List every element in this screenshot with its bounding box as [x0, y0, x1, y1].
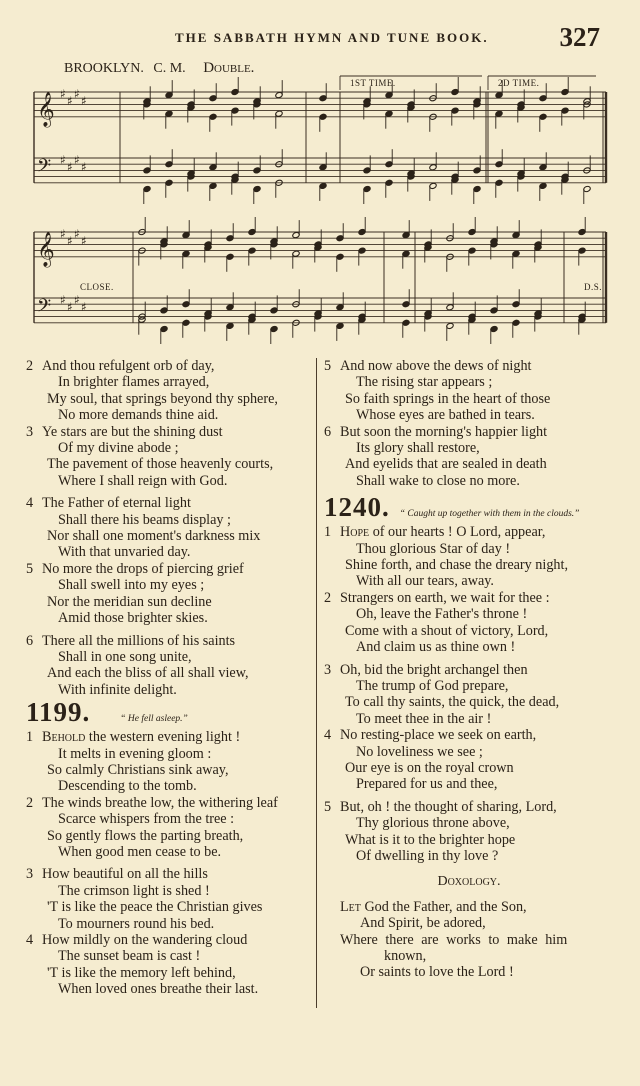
verse-line: [324, 440, 614, 456]
sharp-sign-icon: ♯: [74, 293, 80, 307]
verse-number: 4: [26, 495, 34, 512]
tune-style: Double.: [203, 60, 255, 76]
verse-line: [26, 665, 316, 681]
verse-number: 3: [26, 866, 34, 883]
verse-number: 1: [26, 729, 34, 746]
verse-text: Shall swell into my eyes ;: [58, 577, 205, 594]
verse-text: So faith springs in the heart of those: [345, 390, 551, 407]
verse-first-word: Hope: [340, 524, 370, 541]
verse-line: [26, 649, 316, 665]
verse-text: Strangers on earth, we wait for thee :: [340, 589, 550, 606]
sharp-sign-icon: ♯: [67, 94, 73, 108]
verse-line: [324, 456, 614, 472]
continued-verses-left: [26, 358, 316, 698]
doxology-line: known,: [384, 948, 427, 964]
verse-line: [324, 473, 614, 489]
hymn-1199-verses: [26, 729, 316, 998]
verse-line: [26, 512, 316, 528]
verse-line: [26, 610, 316, 626]
verse-line: [26, 473, 316, 489]
sharp-sign-icon: ♯: [74, 153, 80, 167]
sharp-sign-icon: ♯: [81, 94, 87, 108]
verse-line: It melts in evening gloom :: [58, 745, 212, 762]
right-column: [324, 358, 614, 981]
verse-text: Amid those brighter skies.: [58, 610, 208, 627]
doxology-line: Where there are works to make him: [340, 931, 568, 948]
verse-line: [26, 594, 316, 610]
doxology-line: And Spirit, be adored,: [360, 915, 486, 932]
verse-line: [26, 495, 316, 511]
left-column: [26, 358, 316, 998]
verse-text: With infinite delight.: [58, 681, 177, 698]
sharp-sign-icon: ♯: [74, 87, 80, 101]
verse-line: [26, 795, 316, 811]
verse-line: [324, 662, 614, 678]
verse-line: To meet thee in the air !: [356, 710, 492, 727]
verse-line: The sunset beam is cast !: [58, 948, 201, 965]
verse-line: And claim us as thine own !: [356, 639, 516, 656]
continued-verses-right: [324, 358, 614, 489]
verse-text: And thou refulgent orb of day,: [42, 358, 215, 374]
verse-text: And each the bliss of all shall view,: [47, 665, 249, 682]
verse-text: Its glory shall restore,: [356, 440, 480, 457]
verse-number: 5: [26, 560, 34, 577]
verse-number: 1: [324, 524, 332, 541]
verse-text: And now above the dews of night: [340, 358, 532, 374]
verse-text: Shall in one song unite,: [58, 648, 192, 665]
book-title: THE SABBATH HYMN AND TUNE BOOK.: [175, 30, 489, 45]
sharp-sign-icon: ♯: [67, 160, 73, 174]
verse-text: Whose eyes are bathed in tears.: [356, 407, 535, 424]
column-divider: [316, 358, 317, 1008]
verse-line: [324, 391, 614, 407]
verse-line: [26, 424, 316, 440]
verse-text: The Father of eternal light: [42, 495, 191, 512]
verse-text: How mildly on the wandering cloud: [42, 932, 248, 948]
verse-line: [324, 524, 614, 540]
verse-text: The pavement of those heavenly courts,: [47, 456, 274, 473]
doxology-first-word: Let: [340, 898, 361, 915]
verse-text: The rising star appears ;: [356, 374, 493, 391]
verse-line: [26, 561, 316, 577]
hymn-1199-heading: [26, 697, 316, 728]
verse-number: 4: [26, 932, 34, 948]
hymn-number-1199: 1199.: [26, 697, 91, 728]
verse-text: How beautiful on all the hills: [42, 866, 208, 883]
verse-text: No more the drops of piercing grief: [42, 560, 244, 577]
verse-line: Thou glorious Star of day !: [356, 540, 511, 557]
verse-line: The crimson light is shed !: [58, 882, 210, 899]
verse-text: Shall there his beams display ;: [58, 511, 231, 528]
verse-line: [26, 456, 316, 472]
verse-line: 'T is like the peace the Christian gives: [47, 899, 263, 916]
verse-line: The trump of God prepare,: [356, 677, 509, 694]
verse-line: [324, 424, 614, 440]
doxology-line: Or saints to love the Lord !: [360, 964, 514, 981]
verse-line: 'T is like the memory left behind,: [47, 964, 236, 981]
verse-line: [324, 727, 614, 743]
verse-number: 5: [324, 358, 332, 374]
verse-line: [26, 729, 316, 745]
verse-number: 4: [324, 727, 332, 744]
hymn-1240-epigraph: “ Caught up together with them in the clouds.”: [399, 509, 580, 520]
verse-number: 3: [26, 423, 34, 440]
tune-meter: C. M.: [153, 61, 186, 76]
hymn-1199-epigraph: “ He fell asleep.”: [120, 714, 188, 725]
second-time-mark: 2D TIME.: [498, 78, 540, 88]
verse-line: [26, 391, 316, 407]
verse-number: 3: [324, 661, 332, 678]
verse-number: 6: [26, 632, 34, 649]
hymn-number-1240: 1240.: [324, 492, 390, 523]
verse-line: [26, 633, 316, 649]
verse-line: With all our tears, away.: [356, 573, 494, 590]
verse-line: [324, 358, 614, 374]
verse-line: Thy glorious throne above,: [356, 815, 510, 832]
verse-line: What is it to the brighter hope: [345, 831, 516, 848]
ds-mark: D.S.: [584, 282, 603, 292]
verse-text: Ye stars are but the shining dust: [42, 423, 223, 440]
verse-text: With that unvaried day.: [58, 544, 191, 561]
verse-line: To mourners round his bed.: [58, 915, 215, 932]
verse-line: When loved ones breathe their last.: [58, 981, 259, 998]
verse-text: And eyelids that are sealed in death: [345, 456, 547, 473]
verse-text: Shall wake to close no more.: [356, 472, 520, 489]
doxology-title: Doxology.: [437, 874, 501, 890]
verse-number: 6: [324, 423, 332, 440]
verse-text: Where I shall reign with God.: [58, 472, 228, 489]
bass-clef-icon: 𝄢: [37, 296, 52, 321]
verse-line: So calmly Christians sink away,: [47, 761, 229, 778]
sharp-sign-icon: ♯: [60, 153, 66, 167]
verse-number: 2: [26, 358, 34, 374]
verse-number: 2: [26, 794, 34, 811]
verse-text: Nor the meridian sun decline: [47, 593, 212, 610]
verse-text: Nor shall one moment's darkness mix: [47, 528, 261, 545]
verse-line: Oh, leave the Father's throne !: [356, 606, 528, 623]
sharp-sign-icon: ♯: [74, 227, 80, 241]
page-number: 327: [559, 22, 600, 52]
verse-first-word: Behold: [42, 729, 86, 746]
verse-line: [324, 374, 614, 390]
sharp-sign-icon: ♯: [60, 293, 66, 307]
hymn-1240-heading: [324, 492, 614, 523]
verse-line: [26, 440, 316, 456]
doxology-first-line: God the Father, and the Son,: [360, 898, 527, 915]
music-score: [0, 0, 640, 360]
sharp-sign-icon: ♯: [67, 300, 73, 314]
verse-line: Our eye is on the royal crown: [345, 759, 514, 776]
verse-text: No more demands thine aid.: [58, 407, 219, 424]
verse-line: [26, 544, 316, 560]
sharp-sign-icon: ♯: [60, 227, 66, 241]
sharp-sign-icon: ♯: [81, 300, 87, 314]
hymn-1240-verses: [324, 524, 614, 864]
verse-text: The winds breathe low, the withering leaf: [42, 794, 278, 811]
verse-line: [26, 577, 316, 593]
sharp-sign-icon: ♯: [60, 87, 66, 101]
verse-text: In brighter flames arrayed,: [58, 374, 210, 391]
verse-line: No loveliness we see ;: [356, 743, 483, 760]
treble-clef-icon: 𝄞: [37, 232, 55, 267]
verse-number: 5: [324, 798, 332, 815]
verse-line: [26, 358, 316, 374]
verse-line: [324, 407, 614, 423]
verse-line: So gently flows the parting breath,: [47, 827, 244, 844]
verse-line: [26, 407, 316, 423]
verse-text: of our hearts ! O Lord, appear,: [369, 524, 546, 541]
verse-line: [26, 932, 316, 948]
verse-line: Shine forth, and chase the dreary night,: [345, 557, 568, 574]
treble-clef-icon: 𝄞: [37, 92, 55, 127]
verse-line: [26, 374, 316, 390]
verse-line: [26, 682, 316, 698]
verse-line: Descending to the tomb.: [58, 778, 197, 795]
verse-line: [324, 590, 614, 606]
verse-line: [324, 799, 614, 815]
verse-line: [26, 866, 316, 882]
bass-clef-icon: 𝄢: [37, 156, 52, 181]
verse-text: No resting-place we seek on earth,: [340, 727, 537, 744]
sharp-sign-icon: ♯: [81, 234, 87, 248]
verse-text: My soul, that springs beyond thy sphere,: [47, 390, 278, 407]
verse-line: Of dwelling in thy love ?: [356, 847, 499, 864]
doxology-verse: [324, 899, 614, 981]
first-time-mark: 1ST TIME.: [350, 78, 396, 88]
verse-line: To call thy saints, the quick, the dead,: [345, 694, 560, 711]
verse-line: When good men cease to be.: [58, 843, 222, 860]
verse-text: the western evening light !: [85, 729, 241, 746]
verse-text: Oh, bid the bright archangel then: [340, 661, 528, 678]
sharp-sign-icon: ♯: [81, 160, 87, 174]
verse-line: Come with a shout of victory, Lord,: [345, 622, 549, 639]
verse-line: Scarce whispers from the tree :: [58, 811, 235, 828]
verse-line: [26, 528, 316, 544]
close-mark: CLOSE.: [80, 282, 114, 292]
verse-text: There all the millions of his saints: [42, 632, 236, 649]
sharp-sign-icon: ♯: [67, 234, 73, 248]
verse-text: Of my divine abode ;: [58, 440, 179, 457]
verse-number: 2: [324, 589, 332, 606]
tune-name: BROOKLYN.: [64, 61, 144, 76]
verse-text: But soon the morning's happier light: [340, 423, 548, 440]
verse-text: But, oh ! the thought of sharing, Lord,: [340, 798, 557, 815]
verse-line: Prepared for us and thee,: [356, 776, 498, 793]
